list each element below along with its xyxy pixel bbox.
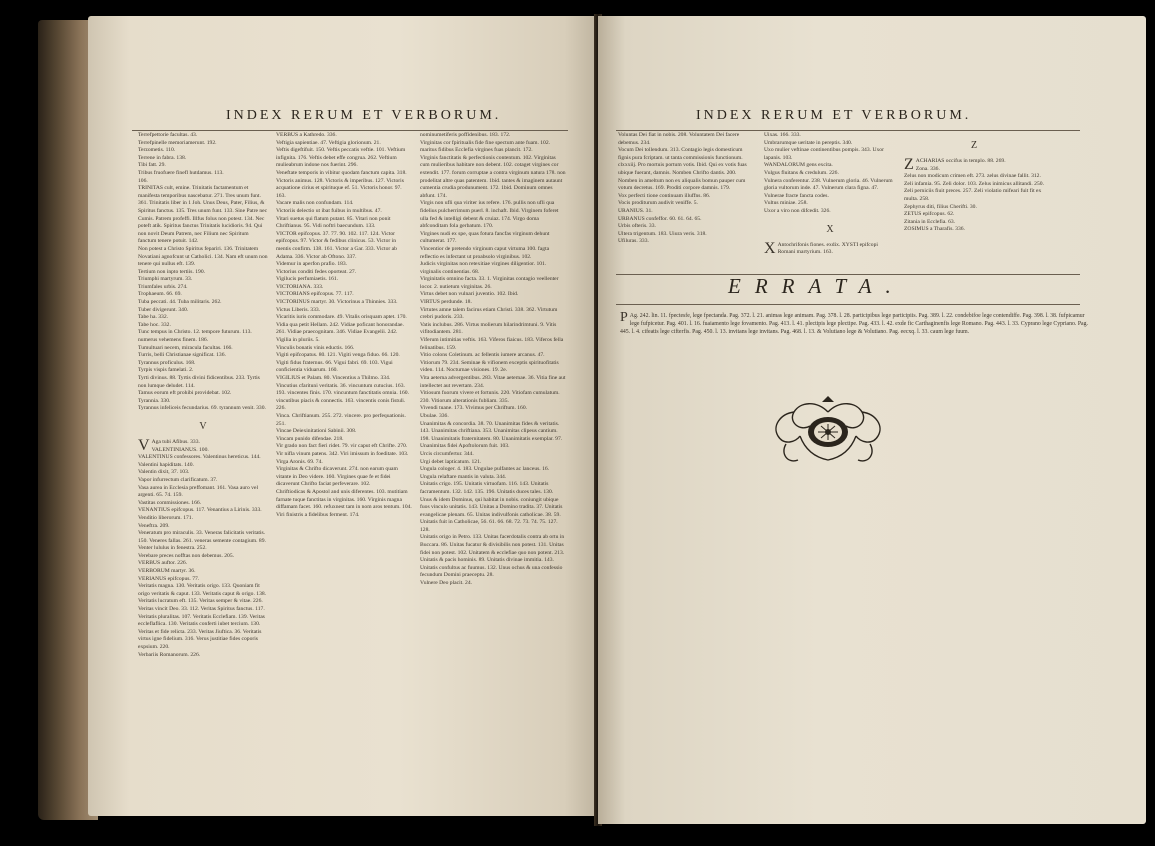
index-entry: Vitari suetus qui flatum putant. 85. Vitari non ponit Chriftianus. 95. Vidi noftri baecundum. 133.	[276, 215, 391, 230]
index-entry: Zitania in Ecclefia. 63.	[904, 218, 956, 225]
index-entry: Vitiosum fuorum vivere et fortunis. 220. Vitiofam cumulatum. 230. Vitiorum alterationis fubliam. 335.	[420, 390, 560, 404]
index-entry: Virginitas cor fpiritualis fide fine spectum ante fuam. 102. maritus fidibus Ecclefia virgines fuas plancit. 172.	[420, 139, 551, 154]
right-page	[598, 16, 1146, 824]
index-entry: Trophaeum. 66. 69.	[138, 291, 182, 298]
index-entry: Vincutius cfarituni veritatis. 36. vincuntum cutucius. 163. 193. vincentes finis. 170. vincuntum fanctitatis omnia. 160. vincutibus piacis & connectis. 163. vincentis conis fistuli. 226.	[276, 382, 409, 412]
index-entry: Zona. 336.	[915, 165, 940, 172]
index-entry: Vapor infurrectum clarificatum. 37.	[138, 476, 218, 483]
index-entry: Virginitas & Chrifto dicaverunt. 274. non earum quam vitante in Deo videre. 160. Virgines quae fe et fidei dicaverunt Chrifto faciat perfeverare. 102.	[276, 466, 398, 488]
drop-cap: P	[620, 310, 628, 325]
index-entry: Vulnere Deo placit. 24.	[420, 580, 473, 587]
open-book	[38, 6, 1148, 836]
index-entry: Vinculis bonatis vinis eductis. 166.	[276, 344, 355, 351]
index-entry: Veneftate temporis in vibitur quodam fanctum capita. 318.	[276, 169, 407, 176]
index-entry: Umbrarumque ueritate in pereptis. 340.	[764, 139, 853, 146]
index-entry: Vultus miniae. 258.	[764, 200, 808, 207]
index-entry: Judicis virginitas non retexitiae virgines diligentior. 101. virginalis continentias. 68.	[420, 261, 547, 275]
index-entry: ZETUS epifcopus. 62.	[904, 211, 955, 218]
drop-cap: V	[138, 436, 150, 454]
index-entry: Non potest a Christo Spiritus fepariri. 136. Trinitatem Novatiani agnofcunt ut Catholici. 134. Nam eft unum non tenere qui nullus eft. 139.	[138, 245, 268, 268]
index-entry: Vocis proditurum audivit veniffe. 5.	[618, 200, 698, 207]
index-entry: Veftis digeftifuit. 150. Veftis peccatis veftie. 101. Veftium infignita. 176. Veftis debet effe congrua. 262. Veftium mulieabrum indone nos fuerint. 296.	[276, 147, 406, 169]
index-entry: Virgis non ufli qua viriter ius refere. 176. pullis non ufli qua fidelius pulcherrimum puerl. 8. inchaft. Ibid. Virginem foferet ulla fed & intelligi debent & cruiaz. 174. Virgo doma abfconditam fola gerbatum. 170.	[420, 200, 559, 230]
index-entry: Tabe hoc. 332.	[138, 321, 171, 328]
index-entry: Venditio liberorum. 171.	[138, 514, 193, 521]
index-entry: Unanimitas & concordia. 38. 70. Unanimitas fides & veritatis. 143. Unanimitas chriftiana. 353. Unanimitas clipeus cantium. 198. Unanimitatis fraternitatem. 80. Unanimitatis exemplar. 97. Unanimitas fidei Apoftolorum fuit. 103.	[420, 420, 563, 450]
index-entry: Viferum intimitias veftis. 163. Viferos fiaicus. 183. Viferos fella felinatibus. 159.	[420, 337, 564, 351]
index-entry: Vulnera conferentur. 238. Vulnerum gloria. 46. Vulnerum gloria vultorum inde. 47. Vulnerum clara figna. 47.	[764, 177, 893, 192]
errata-text	[620, 312, 1090, 336]
index-entry: Vicaritis iuris commodare. 49. Vitalis orisquam aptet. 170. Vidia qua petit Hellam. 242. Vidiae poficant honorandae. 261. Vidiae praecognitam. 346. Vidiae Evangelii. 242.	[276, 314, 407, 336]
index-entry: Virginitatis omnino facta. 33. 1. Virginitas contagio veellenter locor. 2. nutietum virginitas. 26.	[420, 276, 559, 290]
index-entry: Vita aeterna advergentibus. 283. Vitae aeternae. 36. Vitia fine aut intellectet aut revertam. 234.	[420, 375, 566, 389]
index-entry: Urbis ofteris. 33.	[618, 223, 656, 230]
index-entry: Tunc tempus in Christo. 12. tempore futurum. 113. numerus vehemens finem. 186.	[138, 329, 252, 344]
left-page	[88, 16, 606, 816]
section-letter-z: Z	[970, 140, 978, 151]
index-entry: Terrefpinelle memoriamerunt. 192.	[138, 139, 217, 146]
index-entry: Victus Liberis. 333.	[276, 306, 321, 313]
errata-body: Ag. 242. lin. 11. fpectesfe, lege fpectanda. Pag. 372. l. 21. animas lege animam. Pag. 378. l. 28. participibus lege participiis. Pag. 389. l. 22. condebifoe lege contendiffe. Pag. 398. l. 38. fufpicamur lege fufpicetur. Pag. 401. l. 16. fuaiamento lege fovamento. Pag. 413. l. 41. plectipis lege plectipe. Pag. 433. l. 42. exde fic Carthaginenfis lege Romano. Pag. 443. l. 33. Cyprano lege Cypriano. Pag. 445. l. 4. cifeatis lege cifterfis. Pag. 450. l. 13. invitans lege invitans. Pag. 468. l. 13. & Volutiano lege & Volutiano. Pag. eecxq. l. 33. caum lege fuum.	[620, 313, 1088, 335]
index-entry: Vitio colons Coletinum. ac fellentis iumere arcanus. 47. Vitiorum 79. 234. Seminae & vifionem exceptis spirituofitatis viden. 114. Nocturnae visiones. 19. 2e.	[420, 352, 559, 374]
drop-cap: Z	[904, 156, 914, 173]
index-entry: Verbariis Romanorum. 226.	[138, 651, 201, 658]
index-entry-text: Antochrifonis fiones. exdix. XYSTI epifcopi Romani martyrium. 163.	[777, 241, 878, 256]
index-entry: Veftigia sapientiae. 47. Veftigia glorionum. 21.	[276, 139, 381, 146]
index-entry: Tertium non inpto tertiis. 190.	[138, 268, 206, 275]
index-entry: Tibi fatt. 29.	[138, 162, 166, 169]
index-entry: Tuba peccati. 44. Tuba militaris. 262.	[138, 299, 222, 306]
index-entry: VICTORIANA. 333.	[276, 283, 324, 290]
index-entry: Ultera trigentum. 183. Uiura veris. 318.	[618, 230, 707, 237]
index-entry: URBANUS confeffor. 60. 61. 64. 65.	[618, 215, 702, 222]
index-entry: VIGILIUS et Palam. 80. Vincentius a Thilmo. 334.	[276, 375, 391, 381]
index-entry: Virga Aronis. 69. 74.	[276, 458, 323, 465]
index-entry: Vulnerae fracte fancta codes.	[764, 192, 829, 199]
index-entry: Tamus eorum eft prohibi providebat. 102.	[138, 390, 232, 397]
index-entry: Vatis inclubus. 286. Virtus molierum hilarindrimtuni. 9. Vitis vifitodiantem. 281.	[420, 321, 557, 336]
index-entry: Vasa aurea in Ecclesia preffomant. 161. Vasa auro vel argenti. 65. 74. 159.	[138, 484, 259, 499]
index-entry: Unitatis & pacis hominis. 89. Unitatis divinae immitia. 143. Unitatis confultus ac fuumus. 132. Unus ochus & una confessio fecundum Domini praeceptu. 28.	[420, 557, 563, 579]
index-entry: Vox perfecti tione continuam illuffns. 86.	[618, 192, 711, 199]
left-page-header: INDEX RERUM ET VERBORUM.	[226, 108, 502, 123]
index-entry: Terrefpettorie facultas. 43.	[138, 132, 198, 138]
index-entry: Vocum Dei tollendum. 313. Contagio legis domesticum fignis pura fcriptam. ut tanta commissionis functionum. clxxxiij. Pro mortuis portum votis. Ibid. Qui ex votis fuas ubique fuerant, damnis. Nomben Chrifto dantis. 200. Nomben in ameltum non ex aliqualis bomun pauper cum votum decretus. 169. Proditi corpore damnis. 179.	[618, 147, 747, 192]
index-entry: Triumphi martyrum. 33.	[138, 276, 193, 283]
col1-top-entries	[138, 132, 268, 413]
index-entry: nominumetiferis poffidenibus. 183. 172.	[420, 132, 511, 138]
index-entry: Urcis circumfertur. 344.	[420, 450, 474, 457]
errata-title: ERRATA.	[728, 274, 905, 298]
right-column-1	[618, 132, 756, 272]
col1-v-entries	[138, 436, 268, 659]
index-entry: WANDALORUM gens excita.	[764, 162, 833, 169]
index-entry: Valentin dixit, 37. 103.	[138, 469, 190, 476]
index-entry: Vincam punido difendae. 218.	[276, 435, 344, 442]
index-entry: URANIUS. 31.	[618, 207, 653, 214]
index-entry: Vigiti epifcopatus. 80. 121. Vigiti venga fiduo. 66. 120. Vigiti fidus fraternus. 66. Vigui fabri. 69. 103. Vigui conficientia viduarum. 160.	[276, 352, 400, 374]
printers-ornament	[766, 394, 890, 468]
index-entry: Verebare preces nofftas non debemus. 205.	[138, 552, 235, 559]
index-entry: VIRTUS perdunde. 18.	[420, 299, 472, 306]
index-entry: Terrene in fabra. 138.	[138, 154, 187, 161]
index-entry: VALENTINIANUS. 100.	[151, 446, 209, 453]
left-column-2	[276, 132, 412, 816]
index-entry: VENANTIUS epifcopus. 117. Venantius a Lirinis. 333.	[138, 507, 262, 514]
section-letter-x: X	[826, 223, 834, 235]
index-entry: Victoriis delectio ut ibat fuibus in multibus. 47.	[276, 207, 382, 214]
index-entry: Urgi debet lapticatum. 121.	[420, 458, 482, 465]
index-entry: Victoris animus. 128. Victoris & imperibus. 127. Victoris acquatione cirius et spirituque ef. 51. Victoris honor. 97. 163.	[276, 177, 404, 199]
index-entry-text: Aga tubi Afibus. 333.	[151, 438, 200, 445]
index-entry: Zelus non modicum crimen eft. 273. zelus divinae fallit. 312. Zeli infamia. 95. Zeli dolor. 103. Zelus inimicus allitandi. 250. Zeli perniciis fiuit preces. 257. Zeli violatio mifeari fuit fit ex multa. 258.	[904, 173, 1044, 202]
index-entry: Virtutes amne talem facirus etiam Christi. 338. 362. Virtutum crebri pudoris. 233.	[420, 306, 558, 321]
index-entry: Tyrti divinus. 88. Tyrtis divini fidicentibus. 233. Tyrtis non lumque deludet. 114.	[138, 375, 260, 389]
index-entry: Vinca. Chriftianum. 255. 272. vincere. pro perfequationis. 251.	[276, 412, 406, 427]
right-header-rule	[616, 130, 1080, 131]
right-column-3	[904, 132, 1044, 272]
index-entry: TRINITAS cult, emine. Trinitatis factamentum et manifesta temporibus nascebatur. 271. Tres unum funt. 361. Trinitatis liber in 1 Joh. Unus Deus, Pater, Filius, & Spiritus fanctus. 135. Tres unum funt. 133. Sine Patre nec Cumis. Patrem profeffi. Illfus folus non potest. 134. Nec poteft atik. Spiritus fanctus Trinitatis lucidioris. 94. Qui non novit Deum Patrem, nec Filium nec Spiritum fanctum tenere potuit. 142.	[138, 185, 268, 245]
index-entry: Veneratum pro miraculis. 33. Veneras falicitatis veritatis. 150. Veneres fallas. 261. veneras semente contagium. 89.	[138, 530, 266, 544]
index-entry: Veritatis magna. 130. Veritatis origo. 133. Quoniam fit origo veritatis & caput. 133. Veritatis caput & origo. 138. Veritatis lucratum eft. 135. Veritas semper & vitae. 226. Veritas vincit Deo. 33. 112. Veritas Spiritus fanctus. 117. Veritatis pluralitas. 107. Veritatis Ecclefiam. 139. Veritas eccleflaflica. 130. Veritatis conferti iubet tercium. 130. Veritas et fide relicta. 233. Veritas Jiuftica. 36. Veritatis virtus igne fidelium. 316. Verus justitiae fides coporis expsium. 220.	[138, 583, 267, 650]
left-column-3	[420, 132, 566, 816]
index-entry: VICTORIANS epifcopus. 77. 117.	[276, 291, 354, 298]
index-entry: Vastitas commissiones. 166.	[138, 499, 202, 506]
index-entry: Veneftra. 209.	[138, 522, 170, 529]
left-column-1	[138, 132, 268, 816]
section-letter-v: V	[199, 420, 207, 432]
index-entry: Videmur in aperfon prafio. 183.	[276, 261, 348, 268]
index-entry: Ufiluras. 333.	[618, 238, 649, 245]
index-entry: Virtus debet non vulnari juventio. 102. Ibid.	[420, 291, 519, 298]
index-entry: Unitatis origo in Petro. 133. Unitas facerdotalis contra ab ortu in Buccara. 86. Unitas fucatur & divisibilis non potest. 131. Unitas fidei non potest. 102. Unitatem & ecclefiae quo non potent. 213.	[420, 534, 565, 556]
index-entry: VALENTINUS confessores. Valentinus hereticus. 144. Valentini hapiditats. 140.	[138, 454, 261, 468]
right-page-header: INDEX RERUM ET VERBORUM.	[696, 108, 972, 123]
index-entry: Vivendi tuane. 173. Vivimus per Chriftum. 160.	[420, 405, 528, 412]
index-entry: Chriftiodicas & Apostol and unis diferentes. 103. mutitiam farnate tuque fanctitas in virginitas. 160. Virginis magna diffamam facet. 160. refuxnest tam in nom aros tentum. 104. Viri finistris a fidelibus ferment. 174.	[276, 488, 412, 518]
index-entry: Vincae Deiexinitationi Sabinii. 308.	[276, 428, 357, 435]
index-entry: Tribus fruofuere finefl hutdamus. 113.	[138, 169, 224, 176]
index-entry: Ungula cologer. 4. 183. Ungulae pulfantes ac lanceus. 16. Ungula relaftare mantis in valuta. 344.	[420, 466, 550, 480]
left-header-rule	[132, 130, 568, 131]
errata-bottom-rule	[616, 304, 1080, 305]
index-entry: Unitatis crigo. 195. Unitatis virtuofam. 116. 143. Unitatis facramentum. 132. 142. 135. 196. Unitatis duces tales. 130. Unus & idem Dominus, qui habitat in nobis. coniungit ubique fuos vinculo unitatis. 143. Unitas a Domino tradita. 37. Unitatis evangelicae plenam. 65. Unitas indivulfonis catholicae. 38. 59. Unitatis fuit in Catholicae, 56. 61. 66. 68. 72. 73. 74. 75. 127. 128.	[420, 481, 563, 533]
index-entry: Tyrannus infeliceis fecundarius. 69. tyrannum venit. 330.	[138, 405, 266, 412]
index-entry: Turris, belli Christianae significat. 136.	[138, 352, 226, 359]
index-entry: Vacare malis non confundam. 114.	[276, 200, 354, 207]
index-entry: Zephyrus diti, filius Cherifti. 30.	[904, 203, 977, 210]
index-entry: Ubulae. 336.	[420, 412, 449, 419]
index-entry: Vigilia in pluriis. 5.	[276, 337, 320, 344]
index-entry: Voluntas Dei fiat in nobis. 208. Voluntatem Dei facere debemus. 234.	[618, 132, 740, 146]
index-entry: Vir grado non fact fieri ridet. 79. vir caput eft Chrifte. 270. Vir nifla vinum patens. 342. Viri imissum in foeditate. 103.	[276, 443, 409, 457]
index-entry: Triumfales urbis. 274.	[138, 283, 188, 290]
index-entry: VERBUS a Kathredo. 336.	[276, 132, 337, 138]
index-entry: VERBORUM martyr. 36.	[138, 568, 196, 575]
index-entry: Virgines nudi ex spe, quas fotura fancfas virginum dehunt cultumerat. 177.	[420, 230, 550, 245]
index-entry: 106.	[138, 177, 148, 184]
index-entry: Vulgus fluitans & credulum. 226.	[764, 169, 839, 176]
index-entry: Tuber divigerunt. 340.	[138, 306, 189, 313]
index-entry: VERIANUS epifcopus. 77.	[138, 575, 200, 582]
index-entry: Uxo mulier veftinae continentibus pompis. 343. Uxor lapanis. 103.	[764, 147, 884, 161]
index-entry: Victorius conditi fedes oporteat. 27.	[276, 268, 357, 275]
index-entry: VICTORINUS martyr. 30. Victorinus a Thinnies. 333.	[276, 299, 398, 306]
index-entry: Tyrannus proficulus. 168.	[138, 359, 196, 366]
index-entry: Uixas. 166. 333.	[764, 132, 801, 138]
index-entry: VERBUS auftor. 226.	[138, 560, 188, 567]
right-column-2	[764, 132, 896, 272]
index-entry: Tumultuari necem, miracula facultas. 166.	[138, 344, 233, 351]
index-entry: Terzometis. 110.	[138, 147, 176, 154]
index-entry: VICTOR epifcopus. 37. 77. 90. 102. 117. 124. Victor epifcopus. 97. Victor & fedibus clinicus. 53. Victor in mentis confirm. 138. 161. Victor a Gar. 333. Victor ab Adama. 336. Victor ab Oftono. 337.	[276, 230, 397, 260]
drop-cap: X	[764, 239, 776, 257]
index-entry-text: ACHARIAS occifus in templo. 88. 269.	[915, 158, 1006, 164]
index-entry: Tyrpis vispis famelati. 2.	[138, 367, 194, 374]
index-entry: ZOSIMUS a Tharafis. 336.	[904, 226, 965, 233]
index-entry	[764, 239, 896, 257]
index-entry: Virginis fanctitatis & perfectionis contentum. 102. Virginitas cum mulieribus habitare non debent. 102. cotaget virgines cor extendit. 177. forum corruptae a contra virginum natura 178. non prodelitat altre quas patentem. 1bid. tantes & imaginem autaunt cumentia crudia produnument. 172. 1bid. Dominum omnes abfunt. 174.	[420, 154, 566, 199]
index-entry: Venter lululus in fenestra. 252.	[138, 545, 207, 552]
index-entry: Vincentior de pretendo virginum caput virtuma 100. fagta reflectio es infectant ut proabsolo virginibus. 102.	[420, 245, 550, 260]
index-entry: Tabe ha. 332.	[138, 314, 169, 321]
index-entry: Tyrannia. 330.	[138, 397, 171, 404]
index-entry: Vigilucis perfumiaetis. 161.	[276, 276, 339, 283]
index-entry: Uxor a viro non difcedit. 326.	[764, 207, 831, 214]
